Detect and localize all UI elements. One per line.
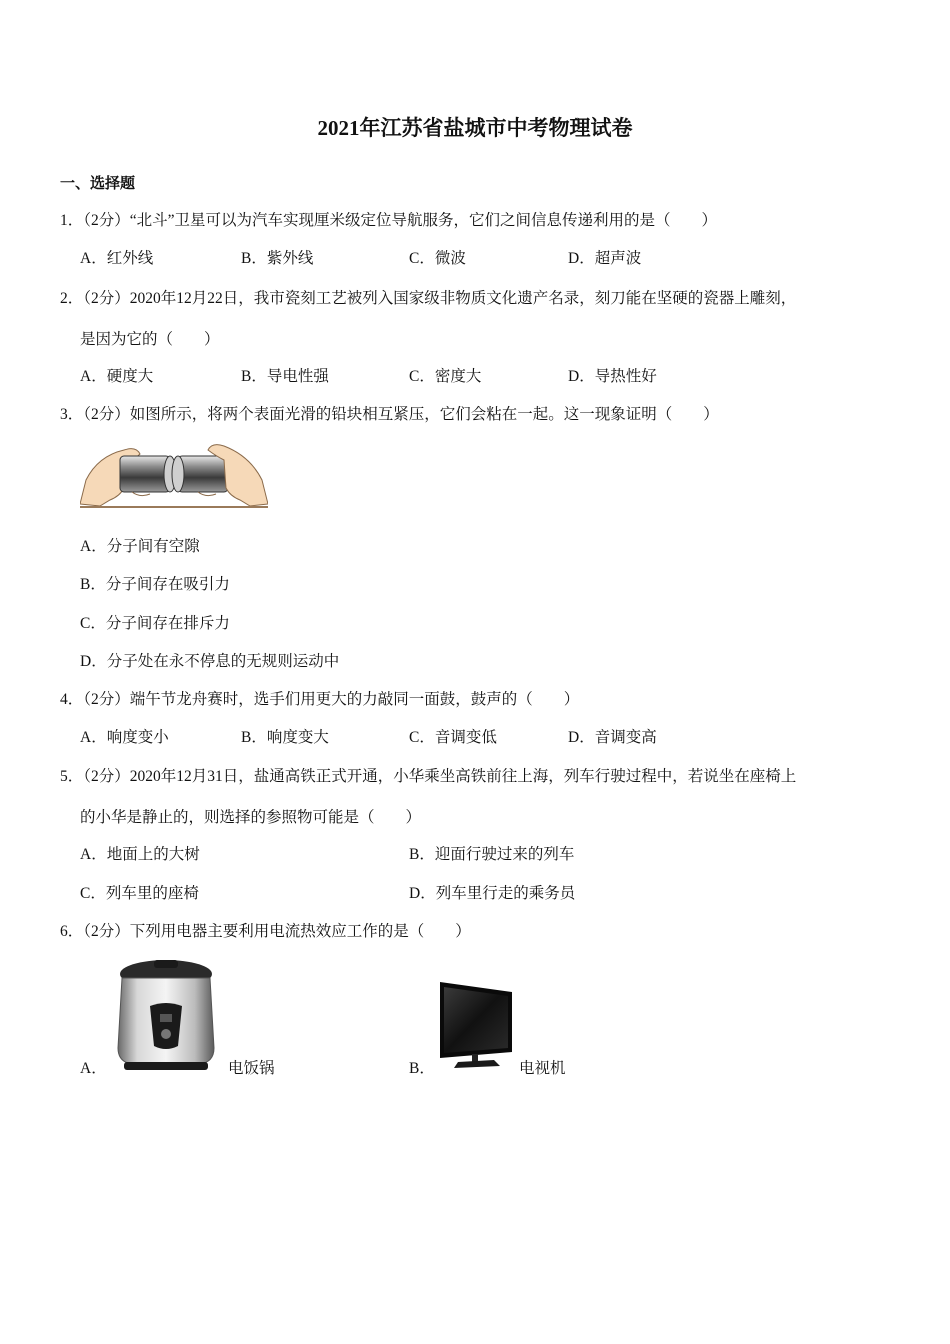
question-5 — [60, 764, 796, 786]
option-d: D．音调变高 — [568, 729, 657, 746]
question-score: （2分） — [83, 290, 130, 307]
question-4 — [60, 687, 579, 709]
question-2 — [60, 286, 796, 308]
question-score: （2分） — [83, 212, 130, 229]
option-c: C．音调变低 — [409, 729, 497, 746]
option-b-label: 电视机 — [519, 1060, 566, 1077]
option-a: A．分子间有空隙 — [80, 538, 200, 555]
television-image — [436, 980, 516, 1070]
question-number: 5． — [60, 768, 84, 785]
option-d: D．超声波 — [568, 250, 642, 267]
question-3 — [60, 402, 719, 424]
question-stem: 下列用电器主要利用电流热效应工作的是（ ） — [129, 923, 471, 940]
rice-cooker-image — [114, 958, 218, 1072]
question-stem: “北斗”卫星可以为汽车实现厘米级定位导航服务，它们之间信息传递利用的是（ ） — [129, 212, 718, 229]
question-number: 3． — [60, 406, 84, 423]
option-c: C．分子间存在排斥力 — [80, 615, 230, 632]
question-6 — [60, 919, 471, 941]
option-d: D．导热性好 — [568, 368, 657, 385]
option-b: B．迎面行驶过来的列车 — [409, 846, 575, 863]
question-number: 4． — [60, 691, 84, 708]
option-a: A．地面上的大树 — [80, 846, 200, 863]
page-title: 2021年江苏省盐城市中考物理试卷 — [317, 116, 633, 140]
question-number: 6． — [60, 923, 84, 940]
question-stem-continued: 是因为它的（ ） — [80, 331, 220, 348]
option-a-label: 电饭锅 — [228, 1060, 275, 1077]
option-b: B．紫外线 — [241, 250, 314, 267]
option-d: D．列车里行走的乘务员 — [409, 885, 576, 902]
question-score: （2分） — [83, 923, 130, 940]
question-stem-continued: 的小华是静止的，则选择的参照物可能是（ ） — [80, 809, 422, 826]
option-a: A．硬度大 — [80, 368, 154, 385]
option-b: B．导电性强 — [241, 368, 329, 385]
section-heading: 一、选择题 — [60, 176, 136, 192]
option-b: B． — [409, 1060, 435, 1077]
option-c: C．列车里的座椅 — [80, 885, 199, 902]
question-stem: 2020年12月22日，我市瓷刻工艺被列入国家级非物质文化遗产名录，刻刀能在坚硬的瓷器上雕刻， — [129, 290, 797, 307]
option-a: A． — [80, 1060, 107, 1077]
option-a: A．响度变小 — [80, 729, 169, 746]
question-score: （2分） — [83, 768, 130, 785]
option-b: B．响度变大 — [241, 729, 329, 746]
question-number: 1． — [60, 212, 84, 229]
option-d: D．分子处在永不停息的无规则运动中 — [80, 653, 340, 670]
question-stem: 端午节龙舟赛时，选手们用更大的力敲同一面鼓，鼓声的（ ） — [129, 691, 580, 708]
question-score: （2分） — [83, 691, 130, 708]
option-c: C．密度大 — [409, 368, 482, 385]
option-b: B．分子间存在吸引力 — [80, 576, 230, 593]
option-c: C．微波 — [409, 250, 466, 267]
question-stem: 如图所示，将两个表面光滑的铅块相互紧压，它们会粘在一起。这一现象证明（ ） — [129, 406, 719, 423]
question-stem: 2020年12月31日，盐通高铁正式开通，小华乘坐高铁前往上海，列车行驶过程中，若说坐在座椅上 — [129, 768, 797, 785]
lead-blocks-figure — [80, 436, 268, 508]
question-number: 2． — [60, 290, 84, 307]
question-score: （2分） — [83, 406, 130, 423]
option-a: A．红外线 — [80, 250, 154, 267]
question-1 — [60, 208, 717, 230]
